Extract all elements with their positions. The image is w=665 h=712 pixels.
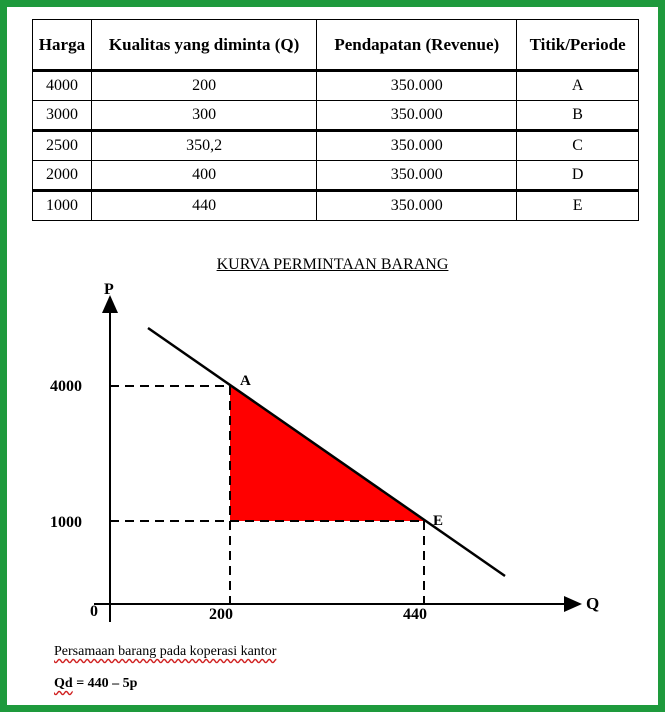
header-kualitas: Kualitas yang diminta (Q) [91,20,316,71]
x-axis-label: Q [586,594,600,613]
cell-kualitas: 200 [91,71,316,101]
header-pendapatan: Pendapatan (Revenue) [317,20,517,71]
cell-harga: 2000 [33,161,92,191]
y-axis-label: P [104,281,114,298]
equation-rhs: = 440 – 5p [76,676,138,691]
header-titik: Titik/Periode [517,20,639,71]
cell-harga: 4000 [33,71,92,101]
origin-label: 0 [90,603,98,620]
cell-harga: 1000 [33,191,92,221]
cell-titik: D [517,161,639,191]
cell-harga: 3000 [33,101,92,131]
point-label-a: A [240,373,251,389]
cell-pendapatan: 350.000 [317,71,517,101]
cell-kualitas: 440 [91,191,316,221]
x-tick-200: 200 [209,606,233,623]
cell-pendapatan: 350.000 [317,161,517,191]
y-tick-4000: 4000 [50,378,82,395]
demand-line [148,328,505,576]
cell-harga: 2500 [33,131,92,161]
cell-kualitas: 400 [91,161,316,191]
equation-lhs: Qd [54,676,73,691]
cell-pendapatan: 350.000 [317,101,517,131]
equation [54,676,137,692]
header-harga: Harga [33,20,92,71]
caption: Persamaan barang pada koperasi kantor [54,644,277,659]
cell-kualitas: 300 [91,101,316,131]
y-tick-1000: 1000 [50,514,82,531]
cell-titik: A [517,71,639,101]
cell-titik: C [517,131,639,161]
cell-kualitas: 350,2 [91,131,316,161]
cell-pendapatan: 350.000 [317,191,517,221]
chart-title-text: KURVA PERMINTAAN BARANG [216,256,449,273]
point-label-e: E [433,513,444,529]
cell-pendapatan: 350.000 [317,131,517,161]
cell-titik: E [517,191,639,221]
x-tick-440: 440 [403,606,427,623]
cell-titik: B [517,101,639,131]
